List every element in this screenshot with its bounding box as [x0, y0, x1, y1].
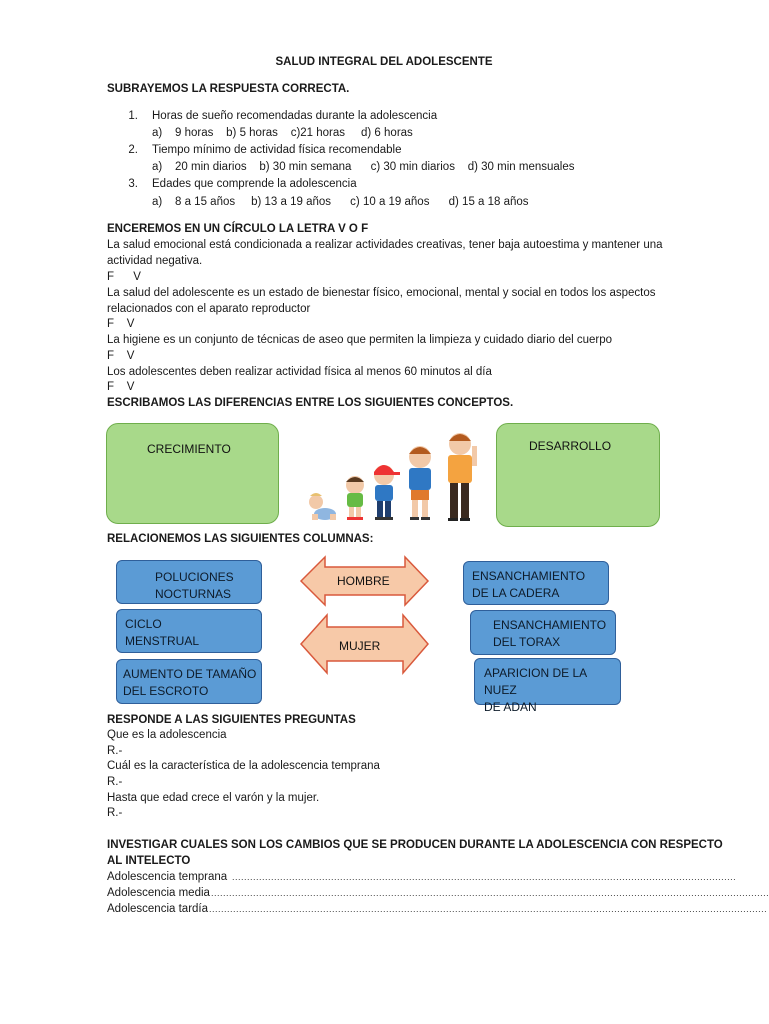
q2-options: a) 20 min diarios b) 30 min semana c) 30 min diarios d) 30 min mensuales — [152, 161, 575, 173]
section6-heading-line2: AL INTELECTO — [107, 855, 191, 867]
left-item-2-line1: CICLO — [125, 617, 162, 631]
tf4-fv[interactable]: F V — [107, 381, 135, 393]
boy-figure — [409, 446, 431, 520]
tf1-line1: La salud emocional está condicionada a realizar actividades creativas, tener baja autoestima y mantener una — [107, 239, 663, 251]
q3-options: a) 8 a 15 años b) 13 a 19 años c) 10 a 19 años d) 15 a 18 años — [152, 196, 529, 208]
q1-number: 1. — [128, 110, 138, 122]
adolescencia-media-label: Adolescencia media — [107, 887, 210, 899]
page-title: SALUD INTEGRAL DEL ADOLESCENTE — [275, 56, 493, 68]
adolescencia-tardia-fill-line[interactable]: .......................................................................................................................................................................................... — [209, 904, 768, 914]
answer-3[interactable]: R.- — [107, 807, 123, 819]
hombre-label: HOMBRE — [337, 574, 390, 588]
baby-figure — [309, 493, 336, 520]
right-item-1-line2: DE LA CADERA — [472, 586, 560, 600]
right-item-2-line1: ENSANCHAMIENTO — [493, 618, 607, 632]
crecimiento-label: CRECIMIENTO — [147, 442, 231, 456]
left-item-3-line1: AUMENTO DE TAMAÑO — [123, 667, 257, 681]
section4-heading: RELACIONEMOS LAS SIGUIENTES COLUMNAS: — [107, 533, 374, 545]
left-item-ciclo[interactable] — [116, 609, 262, 653]
desarrollo-label: DESARROLLO — [529, 439, 612, 453]
desarrollo-box[interactable] — [496, 423, 660, 527]
left-item-2-line2: MENSTRUAL — [125, 634, 200, 648]
right-item-1-line1: ENSANCHAMIENTO — [472, 569, 586, 583]
question-1: Que es la adolescencia — [107, 729, 227, 741]
q3-number: 3. — [128, 178, 138, 190]
left-item-3-line2: DEL ESCROTO — [123, 684, 209, 698]
section5-heading: RESPONDE A LAS SIGUIENTES PREGUNTAS — [107, 714, 356, 726]
left-item-1-line1: POLUCIONES — [155, 570, 234, 584]
q2-number: 2. — [128, 144, 138, 156]
right-item-3-line1: APARICION DE LA NUEZ — [484, 666, 587, 697]
answer-1[interactable]: R.- — [107, 745, 123, 757]
left-item-1-line2: NOCTURNAS — [155, 587, 232, 601]
left-item-aumento[interactable] — [116, 659, 262, 704]
section2-heading: ENCEREMOS EN UN CÍRCULO LA LETRA V O F — [107, 223, 369, 235]
q1-options: a) 9 horas b) 5 horas c)21 horas d) 6 horas — [152, 127, 413, 139]
tf3-line1: La higiene es un conjunto de técnicas de aseo que permiten la limpieza y cuidado diario del cuerpo — [107, 334, 613, 346]
children-growth-illustration — [300, 430, 490, 525]
adolescencia-media-fill-line[interactable]: .......................................................................................................................................................................................... — [211, 888, 769, 898]
tf3-fv[interactable]: F V — [107, 350, 135, 362]
left-item-poluciones[interactable] — [116, 560, 262, 604]
tf2-fv[interactable]: F V — [107, 318, 135, 330]
tf1-fv[interactable]: F V — [107, 271, 141, 283]
adolescencia-temprana-label: Adolescencia temprana — [107, 871, 228, 883]
child-figure — [374, 465, 400, 520]
question-3: Hasta que edad crece el varón y la mujer. — [107, 792, 320, 804]
mujer-label: MUJER — [339, 639, 381, 653]
tf4-line1: Los adolescentes deben realizar actividad física al menos 60 minutos al día — [107, 366, 492, 378]
tf1-line2: actividad negativa. — [107, 255, 203, 267]
tf2-line1: La salud del adolescente es un estado de bienestar físico, emocional, mental y social en todos los aspectos — [107, 287, 656, 299]
adolescencia-tardia-label: Adolescencia tardía — [107, 903, 209, 915]
q1-text: Horas de sueño recomendadas durante la adolescencia — [152, 110, 438, 122]
q2-text: Tiempo mínimo de actividad física recomendable — [152, 144, 402, 156]
answer-2[interactable]: R.- — [107, 776, 123, 788]
right-item-nuez[interactable] — [474, 658, 621, 714]
right-item-2-line2: DEL TORAX — [493, 635, 561, 649]
right-item-3-line2: DE ADAN — [484, 700, 537, 714]
section1-heading: SUBRAYEMOS LA RESPUESTA CORRECTA. — [107, 83, 350, 95]
right-item-torax[interactable] — [470, 610, 616, 655]
adolescencia-temprana-fill-line[interactable]: ........................................................................................................................................................................ — [232, 872, 737, 882]
tf2-line2: relacionados con el aparato reproductor — [107, 303, 311, 315]
crecimiento-box[interactable] — [106, 423, 279, 524]
question-2: Cuál es la característica de la adolescencia temprana — [107, 760, 380, 772]
teen-figure — [448, 433, 477, 521]
toddler-figure — [346, 476, 364, 520]
section6-heading-line1: INVESTIGAR CUALES SON LOS CAMBIOS QUE SE PRODUCEN DURANTE LA ADOLESCENCIA CON RESPECTO — [107, 839, 723, 851]
right-item-cadera[interactable] — [463, 561, 609, 605]
q3-text: Edades que comprende la adolescencia — [152, 178, 357, 190]
section3-heading: ESCRIBAMOS LAS DIFERENCIAS ENTRE LOS SIGUIENTES CONCEPTOS. — [107, 397, 514, 409]
